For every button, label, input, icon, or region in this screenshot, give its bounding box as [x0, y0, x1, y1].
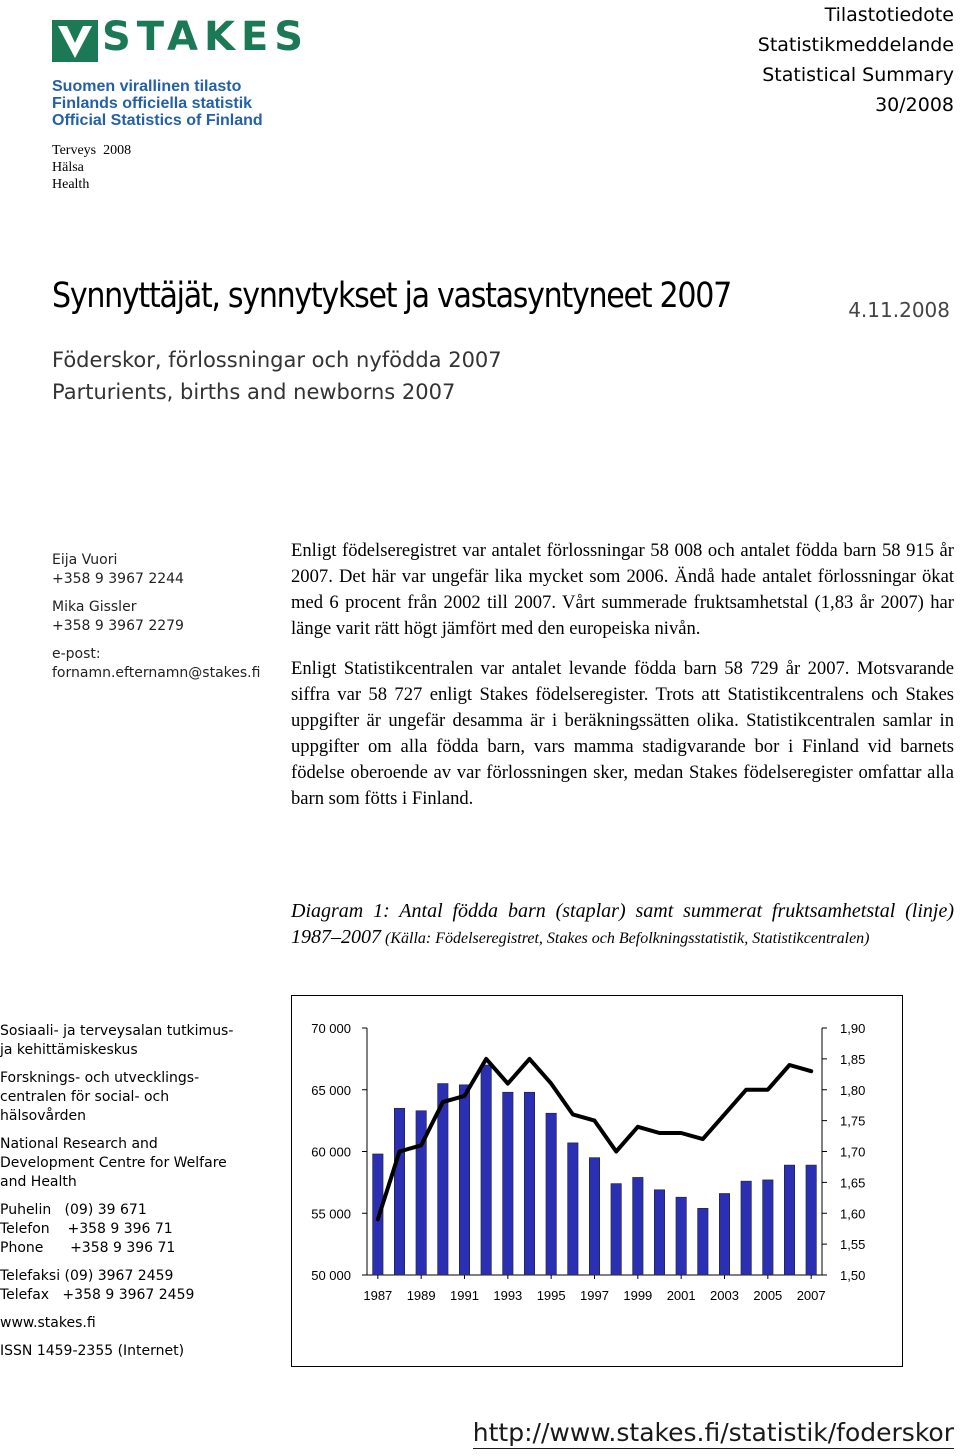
caption-source: (Källa: Födelseregistret, Stakes och Befolkningsstatistik, Statistikcentralen) — [385, 930, 870, 947]
org-phone-en: Phone +358 9 396 71 — [0, 1240, 176, 1256]
bar-1996 — [568, 1143, 578, 1275]
org-phone-fi: Puhelin (09) 39 671 — [0, 1202, 147, 1218]
chart-frame — [291, 995, 903, 1367]
x-tick-label: 2007 — [796, 1288, 826, 1303]
pub-number: 30/2008 — [875, 94, 954, 116]
y-right-tick-label: 1,50 — [840, 1268, 866, 1283]
email-address: fornamn.efternamn@stakes.fi — [52, 665, 261, 681]
body-paragraph: Enligt Statistikcentralen var antalet levande födda barn 58 729 år 2007. Motsvarande siffra var 58 727 enligt Stakes födelseregister. Trots att Statistikcentralens och Stakes uppgifter är ungefär desamma är i beräkningssätten olika. Statistikcentralen samlar in uppgifter om alla födda barn, vars mamma stadigvarande bor i Finland vid barnets födelse oberoende av var förlossningen sker, medan Stakes födelseregister omfattar alla barn som fötts i Finland. — [291, 658, 954, 809]
topic-sv: Hälsa — [52, 160, 84, 175]
contact-phone: +358 9 3967 2244 — [52, 571, 184, 587]
y-left-tick-label: 60 000 — [311, 1144, 351, 1160]
org-issn: ISSN 1459-2355 (Internet) — [0, 1343, 185, 1359]
caption-main: Diagram 1: Antal födda barn (staplar) samt summerat fruktsamhetstal (linje) 1987–2007 — [291, 900, 954, 948]
contact-name: Eija Vuori — [52, 552, 118, 568]
logo-line-en: Official Statistics of Finland — [52, 112, 263, 129]
logo-line-fi: Suomen virallinen tilasto — [52, 78, 242, 95]
org-name-sv: Forsknings- och utvecklings-centralen för social- och hälsovården — [0, 1070, 200, 1124]
bar-2002 — [698, 1208, 708, 1275]
y-left-tick-label: 70 000 — [311, 1021, 351, 1036]
topic-en: Health — [52, 177, 90, 192]
bar-2000 — [654, 1190, 664, 1275]
stakes-logo-mark — [52, 20, 98, 62]
chart-caption — [291, 899, 954, 951]
pub-type-en: Statistical Summary — [762, 64, 954, 86]
subtitles — [52, 344, 502, 408]
births-fertility-chart — [292, 996, 902, 1366]
topic-fi: Terveys 2008 — [52, 143, 132, 158]
contact-phone: +358 9 3967 2279 — [52, 618, 184, 634]
x-tick-label: 2005 — [753, 1288, 783, 1303]
bar-1993 — [503, 1092, 513, 1275]
y-left-tick-label: 50 000 — [311, 1268, 351, 1283]
y-right-tick-label: 1,55 — [840, 1237, 866, 1253]
page-title: Synnyttäjät, synnytykset ja vastasyntyneet 2007 — [52, 276, 731, 316]
bar-1998 — [611, 1184, 621, 1275]
email-label: e-post: — [52, 646, 101, 662]
stakes-logo-wordmark: STAKES — [102, 14, 310, 60]
y-right-tick-label: 1,90 — [840, 1021, 866, 1036]
x-tick-label: 1993 — [493, 1288, 523, 1303]
contact-info — [52, 551, 260, 692]
bar-1988 — [394, 1108, 404, 1275]
pub-type-sv: Statistikmeddelande — [757, 34, 954, 56]
bar-1991 — [459, 1085, 469, 1275]
contact-name: Mika Gissler — [52, 599, 137, 615]
subtitle-en: Parturients, births and newborns 2007 — [52, 380, 456, 404]
publication-date: 4.11.2008 — [848, 298, 950, 322]
logo-line-sv: Finlands officiella statistik — [52, 95, 253, 112]
x-tick-label: 1995 — [536, 1288, 566, 1303]
x-tick-label: 1991 — [450, 1288, 479, 1303]
body-paragraph: Enligt födelseregistret var antalet förlossningar 58 008 och antalet födda barn 58 915 år 2007. Det här var ungefär lika mycket som 2006. Ändå hade antalet förlossningar ökat med 6 procent från 2002 till 2007. Vårt summerade fruktsamhetstal (1,83 år 2007) har länge varit rätt högt jämfört med den europeiska nivån. — [291, 540, 954, 639]
org-name-fi: Sosiaali- ja terveysalan tutkimus- ja kehittämiskeskus — [0, 1023, 234, 1058]
bar-2004 — [741, 1181, 751, 1275]
x-tick-label: 1999 — [623, 1288, 653, 1303]
org-name-en: National Research and Development Centre for Welfare and Health — [0, 1136, 227, 1190]
y-right-tick-label: 1,70 — [840, 1144, 866, 1160]
footer-url-link[interactable]: http://www.stakes.fi/statistik/foderskor — [472, 1418, 954, 1447]
y-left-tick-label: 65 000 — [311, 1082, 351, 1098]
topic-labels — [52, 142, 131, 193]
bar-2003 — [719, 1193, 729, 1275]
body-text — [291, 538, 954, 826]
bar-2007 — [806, 1165, 816, 1275]
bar-1994 — [524, 1092, 534, 1275]
bar-1992 — [481, 1065, 491, 1275]
bar-2006 — [784, 1165, 794, 1275]
organization-info — [0, 1022, 240, 1370]
bar-1999 — [633, 1177, 643, 1275]
subtitle-sv: Föderskor, förlossningar och nyfödda 2007 — [52, 348, 502, 372]
x-tick-label: 1987 — [363, 1288, 393, 1303]
publication-type — [758, 0, 954, 120]
org-phone-sv: Telefon +358 9 396 71 — [0, 1221, 173, 1237]
x-tick-label: 1989 — [406, 1288, 436, 1303]
org-website-link[interactable]: www.stakes.fi — [0, 1315, 96, 1331]
y-right-tick-label: 1,80 — [840, 1082, 866, 1098]
x-tick-label: 2001 — [666, 1288, 696, 1303]
x-tick-label: 2003 — [710, 1288, 739, 1303]
bar-2001 — [676, 1197, 686, 1275]
bar-2005 — [763, 1180, 773, 1275]
y-left-tick-label: 55 000 — [311, 1206, 351, 1222]
y-right-tick-label: 1,85 — [840, 1051, 866, 1067]
org-fax-fi: Telefaksi (09) 3967 2459 — [0, 1268, 174, 1284]
y-right-tick-label: 1,75 — [840, 1113, 866, 1129]
y-right-tick-label: 1,65 — [840, 1175, 866, 1191]
x-tick-label: 1997 — [580, 1288, 609, 1303]
official-statistics-logo — [52, 78, 263, 129]
bar-1995 — [546, 1113, 556, 1275]
pub-type-fi: Tilastotiedote — [824, 4, 954, 26]
org-fax-sv: Telefax +358 9 3967 2459 — [0, 1287, 195, 1303]
bar-1997 — [589, 1158, 599, 1275]
y-right-tick-label: 1,60 — [840, 1206, 866, 1222]
